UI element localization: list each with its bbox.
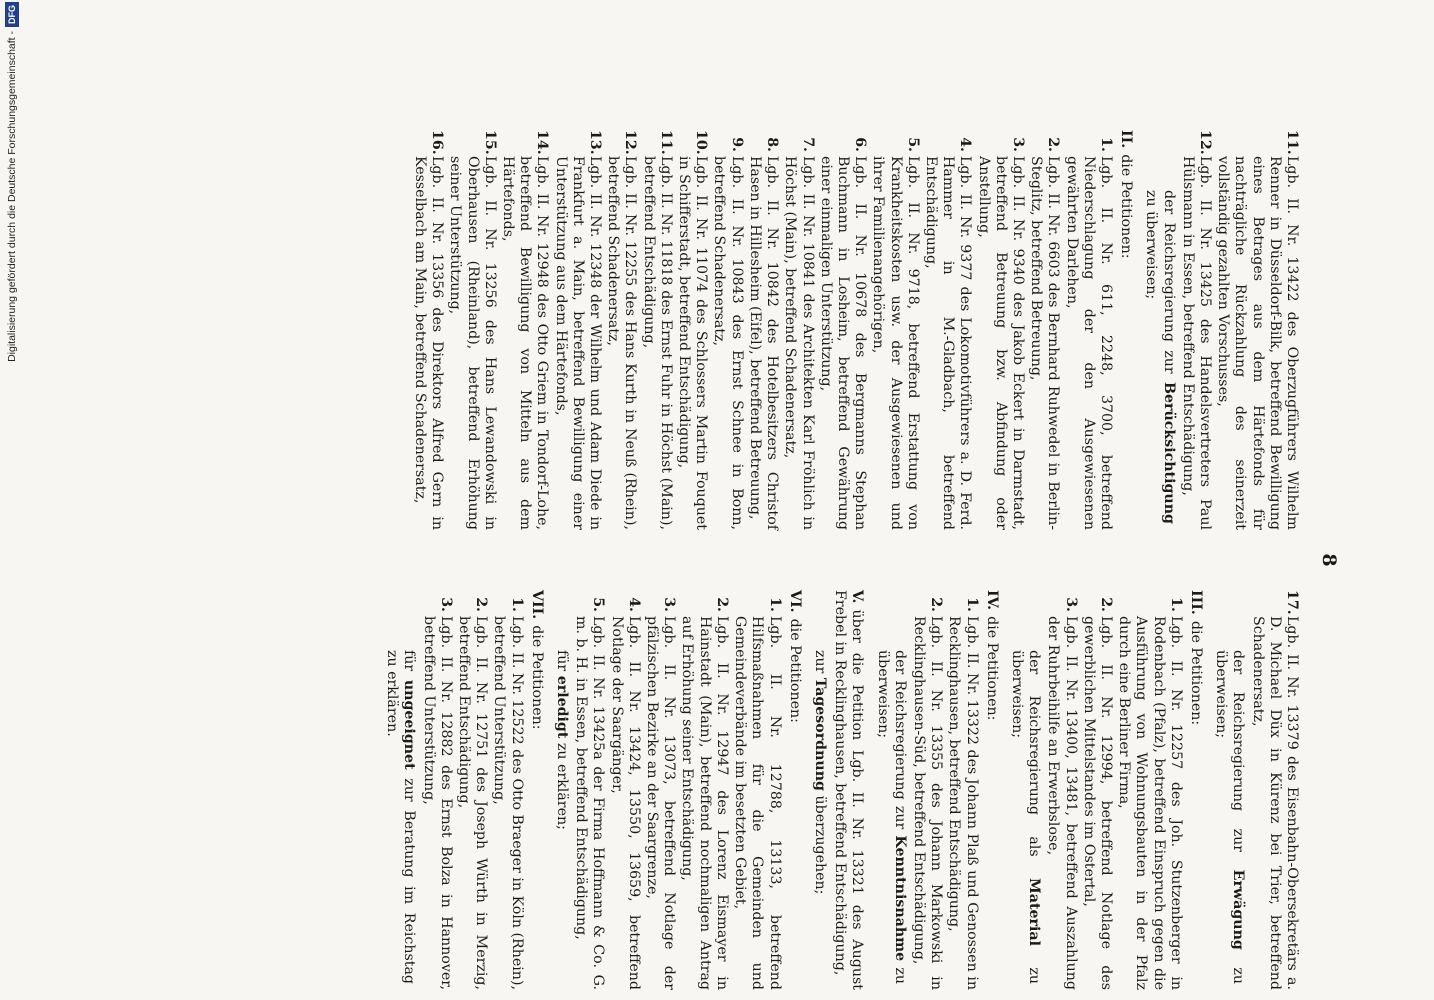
petition-text: Lgb. II. Nr. 13073, betreffend Notlage der pfälzischen Bezirke an der Saargrenze,: [644, 616, 678, 990]
resolution-text: zu überweisen;: [1213, 650, 1247, 984]
section-heading: [1117, 130, 1134, 530]
petition-number: 2.: [473, 597, 490, 612]
petition-text: Lgb. II. Nr. 13322 des Johann Plaß und Genossen in Recklinghausen, betreffend Entschädigung,: [946, 616, 980, 990]
petition-text: Lgb. II. Nr. 12948 des Otto Griem in Tondorf-Lohe, betreffend Bewilligung von Mitteln aus dem Härtefonds,: [500, 156, 551, 530]
petition-number: 5.: [590, 597, 607, 612]
petition-entry: [604, 130, 638, 530]
petition-text: Lgb. II. Nr. 12994, betreffend Notlage des gewerblichen Mittelstandes im Ostertal,: [1080, 616, 1114, 990]
resolution-text: zur Beratung im Reichstag zu erklären.: [384, 650, 418, 984]
petition-entry: [869, 130, 921, 530]
section-intro: die Petitionen:: [1118, 154, 1135, 259]
petition-entry: [731, 590, 783, 990]
petition-entry: [746, 130, 780, 530]
section-heading: [786, 590, 803, 990]
petition-entry: [446, 130, 498, 530]
resolution-text: der Reichsregierung zur: [1230, 650, 1247, 853]
section-roman-numeral: VII.: [528, 590, 545, 620]
rotated-document-page: [170, 130, 1340, 990]
petition-entry: [572, 590, 606, 990]
petition-number: 3.: [1062, 597, 1079, 612]
petition-entry: [643, 590, 677, 990]
resolution-keyword: Kenntnisnahme: [891, 835, 908, 962]
petition-text: Lgb. II. Nr. 12947 des Lorenz Eismayer in Hainstadt (Main), betreffend nochmaligen Antrag auf Erhöhung seiner Entschädigung,: [679, 616, 730, 990]
petition-number: 15.: [481, 130, 498, 155]
petition-entry: [490, 590, 524, 990]
resolution-text: überzugehen;: [811, 795, 828, 895]
resolution-text: für: [401, 650, 418, 672]
section-roman-numeral: VI.: [786, 590, 803, 613]
petition-entry: [710, 130, 744, 530]
petition-text: Lgb. II. Nr. 12522 des Otto Braeger in Köln (Rhein), betreffend Unterstützung,: [491, 616, 525, 990]
petition-number: 2.: [1045, 137, 1062, 152]
digitization-credit: [2, 2, 22, 992]
resolution-text: für: [554, 650, 571, 672]
section-heading: [528, 590, 545, 990]
section-roman-numeral: IV.: [983, 590, 1000, 611]
petition-entry: [1115, 590, 1184, 990]
resolution-closing: [1212, 590, 1246, 990]
petition-entry: [1027, 130, 1061, 530]
petition-number: 3.: [437, 597, 454, 612]
petition-text: Lgb. II. Nr. 10841 des Architekten Karl Fröhlich in Höchst (Main), betreffend Schadenersatz,: [782, 156, 816, 530]
resolution-keyword: ungeeignet: [401, 679, 418, 770]
petition-entry: [781, 130, 815, 530]
petition-text: Lgb. II. Nr. 9340 des Jakob Eckert in Darmstadt, betreffend Betreuung bzw. Abfindung oder Anstellung,: [975, 156, 1026, 530]
petition-text: Lgb. II. Nr. 13422 des Oberzugführers Wilhelm Renner in Düsseldorf-Bilk, betreffend Bewilligung eines Betrages aus dem Härtefonds für nachträgliche Rückzahlung des seinerzeit vollständig gezahlten Vorschusses,: [1215, 156, 1300, 530]
section-intro: die Petitionen:: [528, 625, 545, 730]
petition-entry: [1248, 590, 1300, 990]
petition-text: Lgb. II. Nr. 13379 des Eisenbahn-Obersekretärs a. D. Michael Düx in Kürenz bei Trier, betreffend Schadenersatz,: [1249, 616, 1300, 990]
petition-text: Lgb. II. Nr. 10678 des Bergmanns Stephan Buchmann in Losheim, betreffend Gewährung einer einmaligen Unterstützung,: [817, 156, 869, 530]
petition-number: 2.: [928, 597, 945, 612]
petition-number: 10.: [693, 130, 710, 155]
petition-text: Lgb. II. Nr. 13425a der Firma Hoffmann & Co. G. m. b. H. in Essen, betreffend Entschädigung,: [573, 616, 607, 990]
petition-text: Lgb. II. Nr. 12255 des Hans Kurth in Neuß (Rhein), betreffend Schadenersatz,: [605, 156, 639, 530]
resolution-keyword: Berücksichtigung: [1160, 381, 1177, 524]
petition-number: 9.: [728, 137, 745, 152]
petition-number: 4.: [625, 597, 642, 612]
section-heading: [831, 590, 865, 990]
petition-entry: [1062, 130, 1114, 530]
petition-text: Lgb. II. Nr. 6603 des Bernhard Ruhwedel in Berlin-Steglitz, betreffend Betreuung,: [1028, 156, 1062, 530]
petition-text: Lgb. II. Nr. 13425 des Handelsvertreters Paul Hülsmann in Essen, betreffend Entschädigung,: [1179, 156, 1213, 530]
section-heading: [983, 590, 1000, 990]
petition-number: 14.: [534, 130, 551, 155]
petition-number: 4.: [957, 137, 974, 152]
petition-text: Lgb. II. Nr. 12348 der Wilhelm und Adam Diede in Frankfurt a. Main, betreffend Bewilligung einer Unterstützung aus dem Härtefonds,: [552, 156, 604, 530]
petition-text: Lgb. II. Nr. 13424, 13550, 13659, betreffend Notlage der Saargänger,: [608, 616, 642, 990]
petition-entry: [455, 590, 489, 990]
petition-text: Lgb. II. Nr. 12788, 13133, betreffend Hilfsmaßnahmen für die Gemeinden und Gemeindeverbände im besetzten Gebiet,: [732, 616, 783, 990]
resolution-closing: [811, 590, 828, 990]
resolution-text: der Reichsregierung als: [1026, 650, 1043, 857]
petition-entry: [1179, 130, 1213, 530]
petition-text: Lgb. II. Nr. 9377 des Lokomotivführers a. D. Ferd. Hammer in M.-Gladbach, betreffend Entschädigung,: [922, 156, 974, 530]
petition-text: Lgb. II. Nr. 12751 des Joseph Würth in Merzig, betreffend Entschädigung,: [456, 616, 490, 990]
resolution-closing: [873, 590, 907, 990]
petition-number: 11.: [1284, 130, 1300, 155]
petition-number: 1.: [1167, 597, 1184, 612]
resolution-keyword: Material: [1026, 878, 1043, 946]
resolution-keyword: Tagesordnung: [811, 677, 828, 791]
petition-text: Lgb. II. Nr. 13256 des Hans Lewandowski in Oberhausen (Rheinland), betreffend Erhöhung seiner Unterstützung,: [447, 156, 498, 530]
right-column: [375, 590, 1300, 990]
petition-entry: [411, 130, 445, 530]
petition-number: 3.: [661, 597, 678, 612]
petition-number: 6.: [852, 137, 869, 152]
petition-entry: [419, 590, 453, 990]
petition-text: Lgb. II. Nr. 12882 des Ernst Bolza in Hannover, betreffend Unterstützung,: [420, 616, 454, 990]
left-column: [410, 130, 1300, 530]
petition-entry: [499, 130, 551, 530]
petition-text: Lgb. II. Nr. 9718, betreffend Erstattung von Krankheitskosten usw. der Ausgewiesenen und ihrer Familienangehörigen,: [870, 156, 921, 530]
petition-entry: [1080, 590, 1114, 990]
petition-entry: [910, 590, 944, 990]
petition-text: Lgb. II. Nr. 13355 des Johann Markowski in Recklinghausen-Süd, betreffend Entschädigung,: [910, 616, 945, 990]
resolution-closing: [383, 590, 417, 990]
resolution-text: zu überweisen;: [874, 650, 908, 984]
resolution-text: der Reichsregierung zur: [1160, 190, 1177, 374]
petition-number: 12.: [622, 130, 639, 155]
resolution-text: zu überweisen;: [1008, 650, 1043, 985]
resolution-keyword: erledigt: [554, 675, 571, 739]
petition-entry: [551, 130, 603, 530]
dfg-logo: DFG: [5, 2, 19, 27]
petition-text: Lgb. II. Nr. 11818 des Ernst Fuhr in Höchst (Main), betreffend Entschädigung,: [640, 156, 674, 530]
petition-number: 1.: [766, 597, 783, 612]
resolution-text: zu erklären;: [554, 742, 571, 830]
petition-entry: [945, 590, 979, 990]
section-roman-numeral: III.: [1187, 590, 1204, 615]
petition-entry: [639, 130, 673, 530]
petition-number: 1.: [1097, 137, 1114, 152]
petition-number: 2.: [713, 597, 730, 612]
petition-number: 3.: [1009, 137, 1026, 152]
section-roman-numeral: V.: [849, 590, 866, 604]
petition-number: 5.: [904, 137, 921, 152]
petition-entry: [922, 130, 974, 530]
resolution-text: der Reichsregierung zur: [891, 650, 908, 830]
petition-text: Lgb. II. Nr. 11074 des Schlossers Martin Fouquet in Schifferstadt, betreffend Entschädigung,: [676, 156, 710, 530]
petition-number: 12.: [1196, 130, 1213, 155]
petition-text: Lgb. II. Nr. 10842 des Hotelbesitzers Christof Hasen in Hillesheim (Eifel), betreffend Betreuung,: [746, 156, 781, 530]
section-intro: die Petitionen:: [1187, 620, 1204, 726]
petition-entry: [607, 590, 641, 990]
petition-number: 11.: [657, 130, 674, 155]
petition-entry: [1214, 130, 1300, 530]
resolution-closing: [1142, 130, 1176, 530]
petition-number: 17.: [1284, 590, 1300, 615]
section-heading: [1187, 590, 1204, 990]
petition-number: 8.: [764, 137, 781, 152]
section-intro: die Petitionen:: [983, 616, 1000, 721]
section-intro: die Petitionen:: [786, 618, 803, 723]
petition-number: 7.: [799, 137, 816, 152]
petition-number: 13.: [587, 130, 604, 155]
resolution-closing: [1008, 590, 1042, 990]
petition-text: Lgb. II. Nr. 13356 des Direktors Alfred Gern in Kesselbach am Main, betreffend Schadenersatz,: [412, 156, 446, 530]
petition-entry: [678, 590, 730, 990]
petition-text: Lgb. II. Nr. 611, 2248, 3700, betreffend Niederschlagung der den Ausgewiesenen gewährten Darlehen,: [1063, 156, 1114, 530]
page-number: 8: [1318, 553, 1340, 567]
resolution-keyword: Erwägung: [1230, 869, 1247, 950]
petition-entry: [675, 130, 709, 530]
petition-number: 16.: [429, 130, 446, 155]
resolution-text: zu überweisen;: [1143, 190, 1160, 300]
petition-number: 2.: [1097, 597, 1114, 612]
petition-text: Lgb. II. Nr. 12257 des Joh. Stutzenberger in Rodenbach (Pfalz), betreffend Einspruch gegen die Ausführung von Wohnungsbauten in der Pfalz durch eine Berliner Firma,: [1116, 616, 1184, 990]
resolution-text: zur: [811, 650, 828, 674]
petition-number: 1.: [963, 597, 980, 612]
petition-entry: [974, 130, 1026, 530]
section-roman-numeral: II.: [1118, 130, 1135, 149]
petition-text: Lgb. II. Nr. 10843 des Ernst Schnee in Bonn, betreffend Schadenersatz,: [711, 156, 745, 530]
section-intro: über die Petition Lgb. II. Nr. 13321 des August Frebel in Recklinghausen, betreffend Entschädigung,: [832, 590, 866, 990]
petition-number: 1.: [508, 597, 525, 612]
digitization-credit-text: Digitalisierung gefördert durch die Deutsche Forschungsgemeinschaft -: [6, 31, 18, 362]
petition-text: Lgb. II. Nr. 13400, 13481, betreffend Auszahlung der Ruhrbeihilfe an Erwerbslose,: [1045, 616, 1079, 990]
petition-entry: [1044, 590, 1078, 990]
petition-entry: [817, 130, 869, 530]
resolution-closing: [553, 590, 570, 990]
